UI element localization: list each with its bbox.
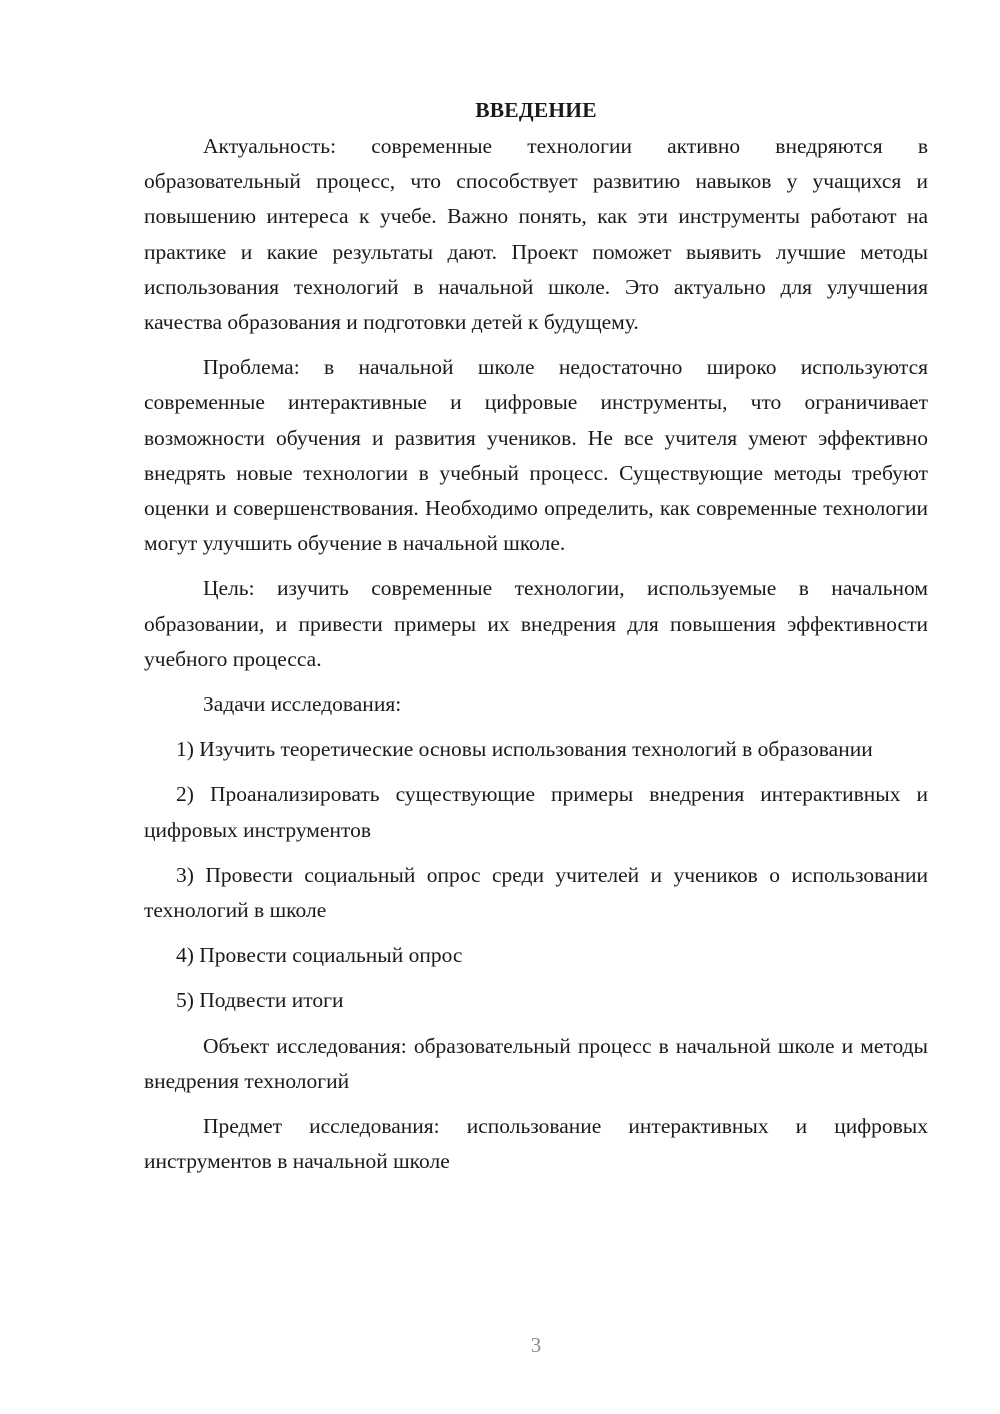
task-item-2: 2) Проанализировать существующие примеры внедрения интерактивных и цифровых инструментов — [144, 782, 928, 842]
problem-paragraph: Проблема: в начальной школе недостаточно широко используются современные интерактивные и цифровые инструменты, что ограничивает возможности обучения и развития учеников. Не все учителя умеют эффективно внедрять новые технологии в учебный процесс. Существующие методы требуют оценки и совершенствования. Необходимо определить, как современные технологии могут улучшить обучение в начальной школе. — [144, 355, 928, 556]
document-page — [144, 93, 928, 1189]
object-paragraph: Объект исследования: образовательный процесс в начальной школе и методы внедрения технологий — [144, 1033, 928, 1093]
task-item-1: 1) Изучить теоретические основы использования технологий в образовании — [176, 737, 873, 762]
goal-paragraph: Цель: изучить современные технологии, используемые в начальном образовании, и привести примеры их внедрения для повышения эффективности учебного процесса. — [144, 576, 928, 671]
section-heading: ВВЕДЕНИЕ — [475, 98, 597, 122]
task-item-3: 3) Провести социальный опрос среди учителей и учеников о использовании технологий в школе — [144, 862, 928, 923]
task-item-5: 5) Подвести итоги — [176, 988, 344, 1013]
task-item-4: 4) Провести социальный опрос — [176, 943, 463, 968]
relevance-paragraph: Актуальность: современные технологии активно внедряются в образовательный процесс, что способствует развитию навыков у учащихся и повышению интереса к учебе. Важно понять, как эти инструменты работают на практике и какие результаты дают. Проект поможет выявить лучшие методы использования технологий в начальной школе. Это актуально для улучшения качества образования и подготовки детей к будущему. — [144, 134, 928, 335]
subject-paragraph: Предмет исследования: использование интерактивных и цифровых инструментов в начальной школе — [144, 1114, 928, 1174]
tasks-heading: Задачи исследования: — [203, 692, 402, 717]
page-number: 3 — [530, 1333, 542, 1357]
